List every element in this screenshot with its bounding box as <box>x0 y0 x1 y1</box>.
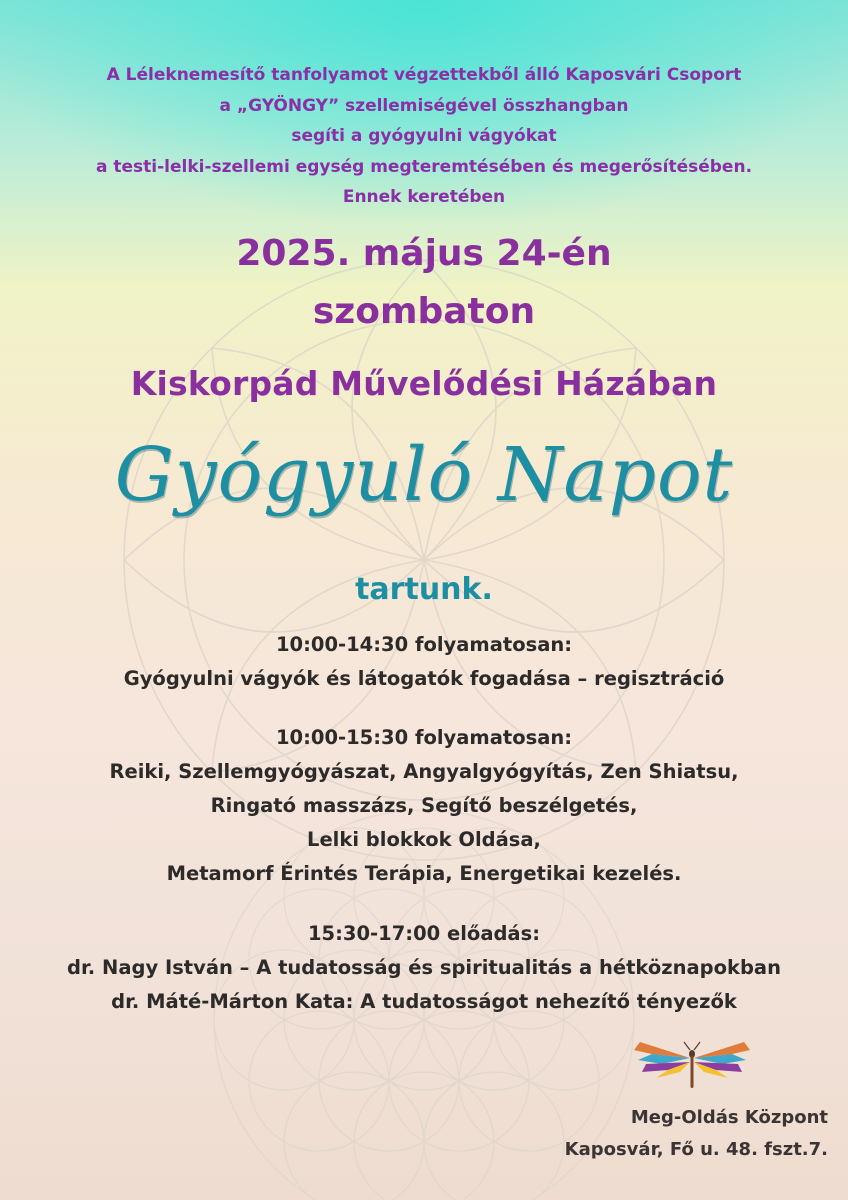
schedule-block-treatments <box>0 721 848 891</box>
event-venue: Kiskorpád Művelődési Házában <box>130 364 718 403</box>
footer-org: Meg-Oldás Központ <box>630 1107 828 1128</box>
schedule-line: Metamorf Érintés Terápia, Energetikai kezelés. <box>166 862 682 885</box>
schedule-line: dr. Máté-Márton Kata: A tudatosságot nehezítő tényezők <box>111 990 737 1013</box>
intro-line: a „GYÖNGY” szellemiségével összhangban <box>219 95 629 116</box>
schedule-time: 10:00-14:30 folyamatosan: <box>275 633 573 656</box>
footer-contact <box>498 1102 828 1166</box>
event-day: szombaton <box>312 291 536 332</box>
schedule-time: 15:30-17:00 előadás: <box>307 922 540 945</box>
schedule-line: Lelki blokkok Oldása, <box>307 828 541 851</box>
schedule-line: Reiki, Szellemgyógyászat, Angyalgyógyítás, Zen Shiatsu, <box>109 760 739 783</box>
event-date: 2025. május 24-én <box>236 233 612 274</box>
dragonfly-icon <box>632 1040 752 1090</box>
schedule-block-registration <box>0 628 848 696</box>
event-subtitle: tartunk. <box>355 572 493 607</box>
event-title: Gyógyuló Napot <box>114 432 734 518</box>
intro-text <box>0 60 848 213</box>
schedule-block-lectures <box>0 917 848 1019</box>
footer-address: Kaposvár, Fő u. 48. fszt.7. <box>564 1139 828 1160</box>
intro-line: a testi-lelki-szellemi egység megteremtésében és megerősítésében. <box>95 156 753 177</box>
schedule-line: Gyógyulni vágyók és látogatók fogadása – regisztráció <box>123 667 725 690</box>
intro-line: Ennek keretében <box>342 187 506 207</box>
schedule-line: Ringató masszázs, Segítő beszélgetés, <box>210 794 638 817</box>
schedule-line: dr. Nagy István – A tudatosság és spiritualitás a hétköznapokban <box>67 956 781 979</box>
schedule-time: 10:00-15:30 folyamatosan: <box>275 726 573 749</box>
intro-line: A Léleknemesítő tanfolyamot végzettekből álló Kaposvári Csoport <box>106 65 742 85</box>
intro-line: segíti a gyógyulni vágyókat <box>291 126 557 146</box>
